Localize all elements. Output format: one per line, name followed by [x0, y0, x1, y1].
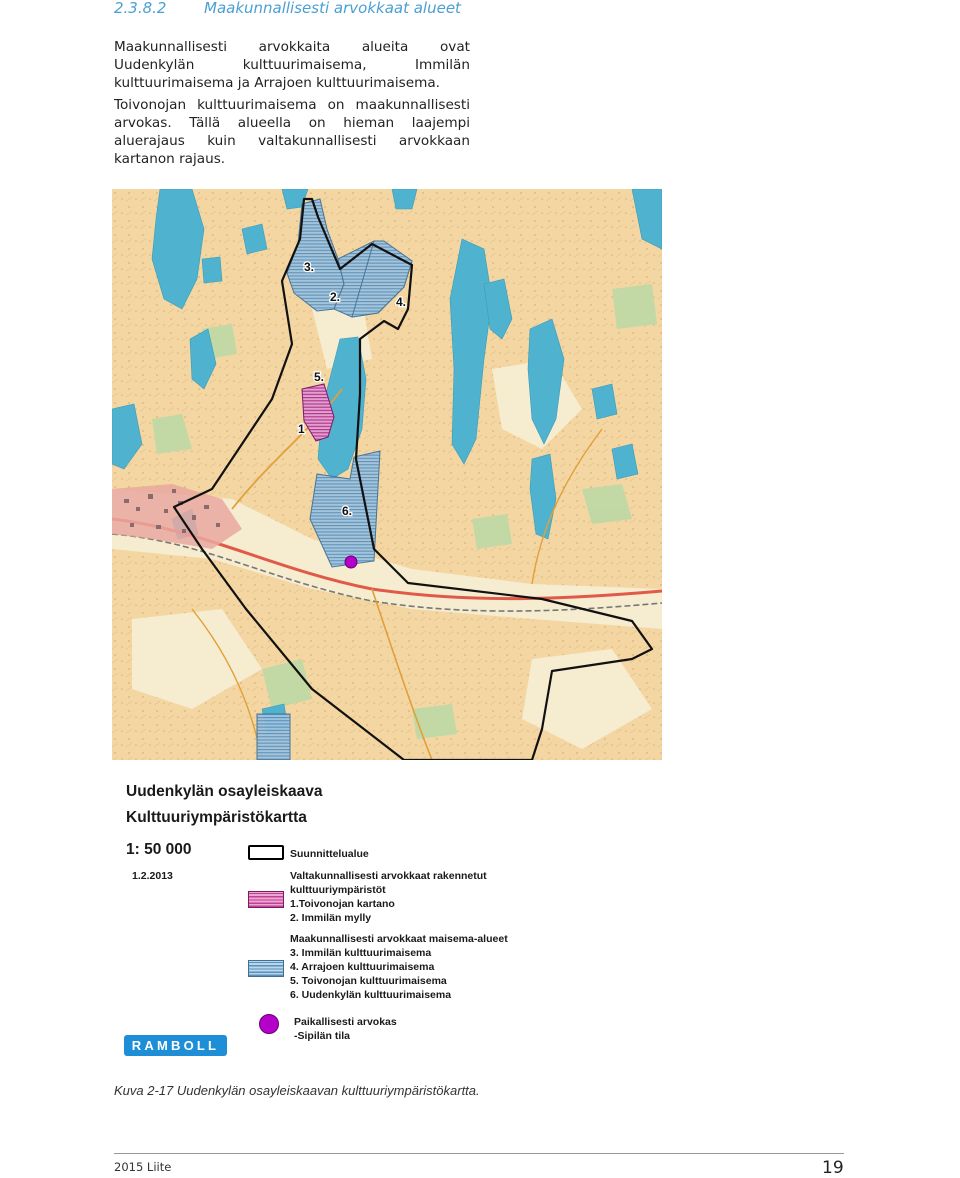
paragraph-2: Toivonojan kulttuurimaisema on maakunnallisesti arvokas. Tällä alueella on hieman laajempi aluerajaus kuin valtakunnallisesti arvokkaan kartanon rajaus.: [114, 97, 470, 167]
label-1: 1: [298, 422, 305, 436]
section-title: Maakunnallisesti arvokkaat alueet: [204, 0, 461, 17]
ramboll-logo: RAMBOLL: [124, 1035, 227, 1056]
legend-local-line-1: Paikallisesti arvokas: [294, 1016, 397, 1028]
figure-caption: Kuva 2-17 Uudenkylän osayleiskaavan kulttuuriympäristökartta.: [114, 1083, 480, 1098]
map-scale: 1: 50 000: [126, 841, 192, 858]
legend-swatch-planning: [248, 845, 284, 860]
legend-swatch-local: [259, 1014, 279, 1034]
footer-divider: [114, 1153, 844, 1154]
footer-label: 2015 Liite: [114, 1160, 172, 1174]
legend-swatch-national: [248, 891, 284, 908]
legend-national-line-1: Valtakunnallisesti arvokkaat rakennetut: [290, 870, 487, 882]
label-3: 3.: [304, 260, 315, 274]
map-date: 1.2.2013: [132, 870, 173, 882]
legend-regional-line-3: 4. Arrajoen kulttuurimaisema: [290, 961, 435, 973]
label-5: 5.: [314, 370, 325, 384]
legend-subtitle: Kulttuuriympäristökartta: [126, 809, 307, 826]
legend-local-line-2: -Sipilän tila: [294, 1030, 351, 1042]
label-6: 6.: [342, 504, 353, 518]
local-site-sipila: [345, 556, 357, 568]
section-heading: [114, 0, 461, 16]
label-4: 4.: [396, 295, 407, 309]
legend-regional-line-5: 6. Uudenkylän kulttuurimaisema: [290, 989, 452, 1001]
legend-swatch-regional: [248, 960, 284, 977]
legend-national-line-3: 1.Toivonojan kartano: [290, 898, 395, 910]
legend-regional-line-2: 3. Immilän kulttuurimaisema: [290, 947, 432, 959]
culture-map: [112, 189, 662, 760]
legend-regional-line-4: 5. Toivonojan kulttuurimaisema: [290, 975, 447, 987]
legend-regional-line-1: Maakunnallisesti arvokkaat maisema-alueet: [290, 933, 508, 945]
paragraph-1: Maakunnallisesti arvokkaita alueita ovat Uudenkylän kulttuurimaisema, Immilän kulttuurimaisema ja Arrajoen kulttuurimaisema.: [114, 39, 470, 91]
legend-title: Uudenkylän osayleiskaava: [126, 783, 323, 800]
section-number: 2.3.8.2: [114, 0, 167, 17]
legend-planning-label: Suunnittelualue: [290, 848, 369, 860]
page-number: 19: [822, 1158, 844, 1178]
label-2: 2.: [330, 290, 341, 304]
legend-national-line-2: kulttuuriympäristöt: [290, 884, 386, 896]
map-canvas: [112, 189, 662, 760]
legend-national-line-4: 2. Immilän mylly: [290, 912, 372, 924]
